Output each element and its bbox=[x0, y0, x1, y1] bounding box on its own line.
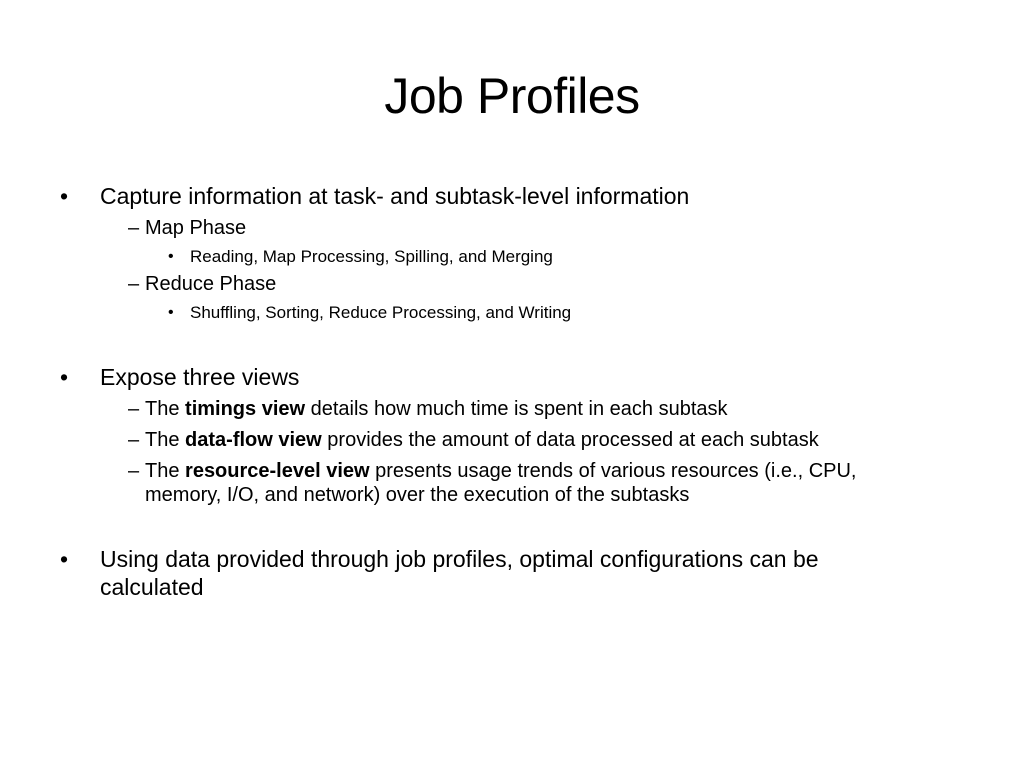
dash-marker: – bbox=[128, 460, 140, 482]
bullet-marker: • bbox=[60, 364, 69, 390]
subitem-timings-view: The timings view details how much time is spent in each subtask bbox=[145, 398, 728, 420]
dash-marker: – bbox=[128, 273, 140, 295]
subitem-resource-level-view-continued: memory, I/O, and network) over the execution of the subtasks bbox=[145, 484, 690, 506]
subitem-reduce-detail: Shuffling, Sorting, Reduce Processing, and Writing bbox=[190, 303, 572, 322]
subitem-resource-level-view: The resource-level view presents usage trends of various resources (i.e., CPU, bbox=[145, 460, 857, 482]
subitem-map-detail: Reading, Map Processing, Spilling, and Merging bbox=[190, 247, 553, 266]
bullet-capture-information: Capture information at task- and subtask-level information bbox=[100, 183, 690, 209]
subitem-data-flow-view: The data-flow view provides the amount of data processed at each subtask bbox=[145, 429, 819, 451]
subitem-map-phase: Map Phase bbox=[145, 217, 247, 239]
slide-title: Job Profiles bbox=[384, 68, 640, 124]
bullet-using-data-continued: calculated bbox=[100, 574, 204, 600]
bullet-marker: • bbox=[60, 183, 69, 209]
dash-marker: – bbox=[128, 217, 140, 239]
bullet-using-data: Using data provided through job profiles, optimal configurations can be bbox=[100, 546, 819, 572]
dash-marker: – bbox=[128, 429, 140, 451]
subitem-reduce-phase: Reduce Phase bbox=[145, 273, 277, 295]
bullet-marker: • bbox=[168, 248, 174, 265]
bullet-marker: • bbox=[60, 546, 69, 572]
bullet-marker: • bbox=[168, 304, 174, 321]
bullet-expose-three-views: Expose three views bbox=[100, 364, 300, 390]
dash-marker: – bbox=[128, 398, 140, 420]
